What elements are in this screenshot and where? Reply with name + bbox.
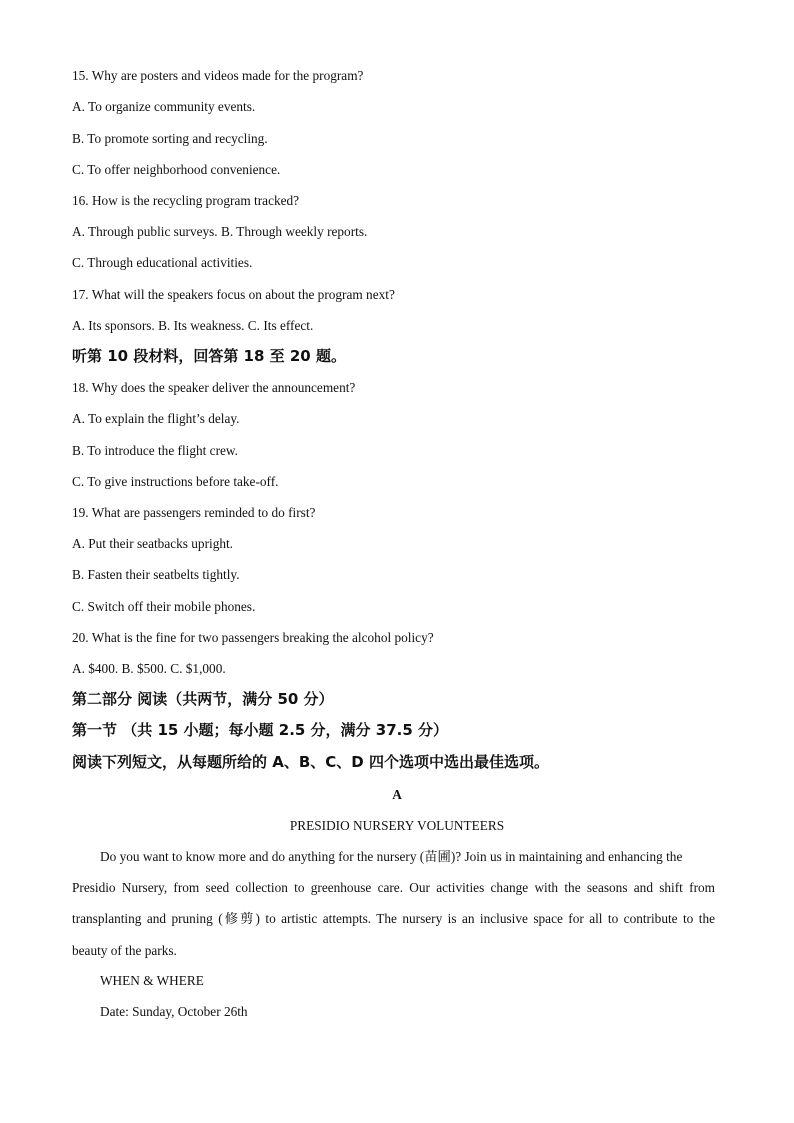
passage-paragraph-line-4: beauty of the parks. — [72, 943, 177, 958]
passage-letter: A — [392, 787, 402, 802]
question-17-stem: 17. What will the speakers focus on about the program next? — [72, 287, 395, 302]
question-18-option-a: A. To explain the flight’s delay. — [72, 411, 240, 426]
event-date: Date: Sunday, October 26th — [100, 1004, 248, 1019]
question-19-option-a: A. Put their seatbacks upright. — [72, 536, 234, 551]
question-18-option-b: B. To introduce the flight crew. — [72, 443, 238, 458]
passage-paragraph-line-2: Presidio Nursery, from seed collection to greenhouse care. Our activities change with the seasons and shift from — [72, 880, 715, 895]
question-20-options: A. $400. B. $500. C. $1,000. — [72, 661, 226, 676]
listening-10-heading: 听第 10 段材料，回答第 18 至 20 题。 — [72, 347, 346, 365]
passage-paragraph-line-3: transplanting and pruning (修剪) to artistic attempts. The nursery is an inclusive space for all to contribute to the — [72, 911, 715, 926]
section-one-heading: 第一节 （共 15 小题；每小题 2.5 分，满分 37.5 分） — [72, 721, 449, 739]
question-18-stem: 18. Why does the speaker deliver the announcement? — [72, 380, 356, 395]
reading-instruction: 阅读下列短文，从每题所给的 A、B、C、D 四个选项中选出最佳选项。 — [72, 753, 549, 771]
question-17-options: A. Its sponsors. B. Its weakness. C. Its effect. — [72, 318, 314, 333]
question-15-stem: 15. Why are posters and videos made for the program? — [72, 68, 364, 83]
part-two-heading: 第二部分 阅读（共两节，满分 50 分） — [72, 690, 334, 708]
question-16-options-ab: A. Through public surveys. B. Through weekly reports. — [72, 224, 368, 239]
question-15-option-a: A. To organize community events. — [72, 99, 256, 114]
when-where-heading: WHEN & WHERE — [100, 973, 204, 988]
question-16-option-c: C. Through educational activities. — [72, 255, 253, 270]
passage-paragraph-line-1: Do you want to know more and do anything for the nursery (苗圃)? Join us in maintaining and enhancing the — [100, 849, 683, 864]
question-19-option-c: C. Switch off their mobile phones. — [72, 599, 256, 614]
question-20-stem: 20. What is the fine for two passengers breaking the alcohol policy? — [72, 630, 434, 645]
passage-title: PRESIDIO NURSERY VOLUNTEERS — [289, 818, 505, 833]
question-18-option-c: C. To give instructions before take-off. — [72, 474, 279, 489]
question-15-option-b: B. To promote sorting and recycling. — [72, 131, 268, 146]
question-16-stem: 16. How is the recycling program tracked? — [72, 193, 300, 208]
question-15-option-c: C. To offer neighborhood convenience. — [72, 162, 281, 177]
question-19-stem: 19. What are passengers reminded to do first? — [72, 505, 316, 520]
question-19-option-b: B. Fasten their seatbelts tightly. — [72, 567, 240, 582]
